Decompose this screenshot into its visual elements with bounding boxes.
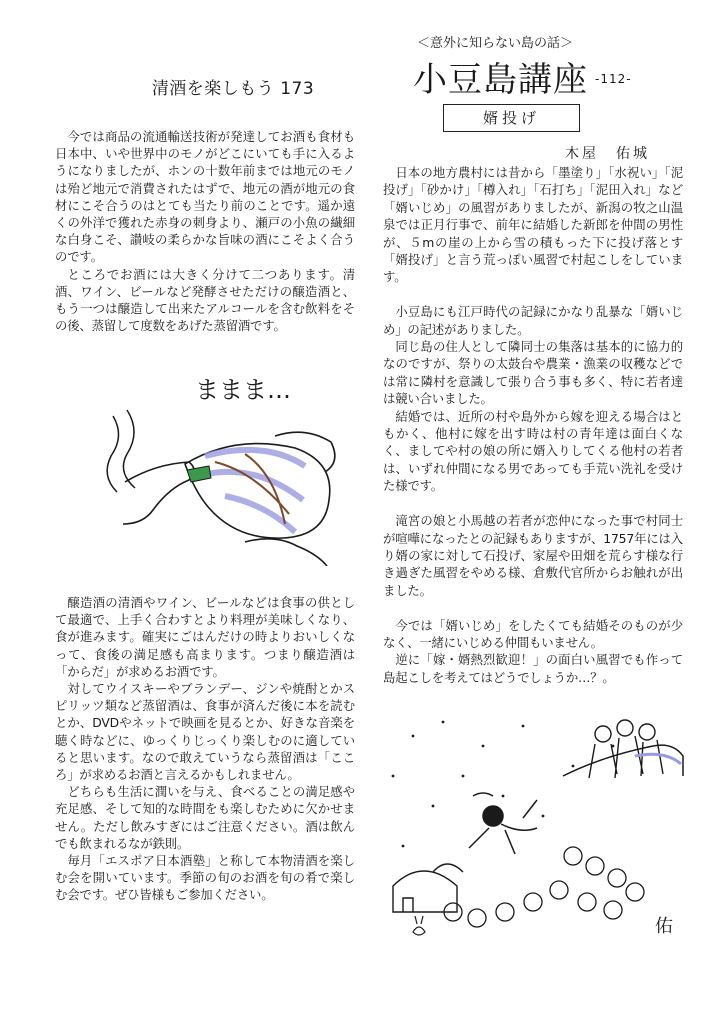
left-paragraph: 毎月「エスポア日本酒塾」と称して本物清酒を楽しむ会を開いています。季節の旬のお酒を旬の肴で楽しむ会です。ぜひ皆様もご参加ください。	[55, 853, 355, 903]
left-paragraph: 今では商品の流通輸送技術が発達してお酒も食材も日本中、いや世界中のモノがどこにいても手に入るようになりましたが、ホンの十数年前までは地元のモノは殆ど地元で消費されたはずで、地元の酒が地元の食材にこそ合うのはとても当たり前のことです。遥か遠くの外洋で獲れた赤身の刺身より、瀬戸の小魚の繊細な白身こそ、讃岐の柔らかな旨味の酒にこそよく合うのです。	[55, 129, 355, 265]
left-paragraph: ところでお酒には大きく分けて二つあります。清酒、ワイン、ビールなど発酵させただけの醸造酒と、もう一つは醸造して出来たアルコールを含む飲料をその後、蒸留して度数をあげた蒸留酒です。	[55, 266, 355, 334]
series-kicker: ＜意外に知らない島の話＞	[416, 36, 573, 51]
series-title: 小豆島講座	[413, 60, 588, 100]
right-paragraph: 同じ島の住人として隣同士の集落は基本的に協力的なのですが、祭りの太鼓台や農業・漁業の収穫などでは常に隣村を意識して張り合う事も多く、特に若者達は競い合いました。	[383, 339, 683, 407]
right-paragraph: 滝宮の娘と小馬越の若者が恋仲になった事で村同士が喧嘩になったとの記録もありますが、1757年には入り婿の家に対して石投げ、家屋や田畑を荒らす様な行き過ぎた風習をやめる様、倉敷代官所からお触れが出ました。	[383, 513, 683, 598]
right-paragraph: 今では「婿いじめ」をしたくても結婚そのものが少なく、一緒にいじめる仲間もいません。	[383, 617, 683, 650]
right-paragraph: 小豆島にも江戸時代の記録にかなり乱暴な「婿いじめ」の記述がありました。	[383, 304, 683, 337]
right-article-body	[383, 164, 683, 686]
groom-throwing-illustration	[373, 706, 693, 946]
right-paragraph: 逆に「嫁・婿熱烈歓迎！」の面白い風習でも作って島起こしを考えてはどうでしょうか…？。	[383, 652, 683, 685]
author-name: 木屋 佑城	[565, 146, 650, 162]
issue-number: -112-	[595, 72, 632, 86]
left-paragraph: どちらも生活に潤いを与え、食べることの満足感や充足感、そして知的な時間をも楽しむために欠かせません。ただし飲みすぎにはご注意ください。酒は飲んでも飲まれるなが鉄則。	[55, 784, 355, 851]
topic-heading: 婿投げ	[443, 104, 580, 132]
left-paragraph: 対してウイスキーやブランデー、ジンや焼酎とかスピリッツ類など蒸留酒は、食事が済んだ後に本を読むとか、DVDやネットで映画を見るとか、好きな音楽を聴く時などに、ゆっくりじっくり楽しむのに適していると思います。なので敢えていうなら蒸留酒は「こころ」が求めるお酒と言えるかもしれません。	[55, 681, 355, 783]
artist-signature: 佑	[655, 916, 673, 937]
left-article-body-2	[55, 594, 355, 904]
left-paragraph: 醸造酒の清酒やワイン、ビールなどは食事の供として最適で、上手く合わすとより料理が美味しくなり、食が進みます。確実にごはんだけの時よりおいしくなって、食後の満足感も高まります。つまり醸造酒は「からだ」が求めるお酒です。	[55, 595, 355, 679]
right-paragraph: 日本の地方農村には昔から「墨塗り」「水祝い」「泥投げ」「砂かけ」「樽入れ」「石打ち」「泥田入れ」など「婿いじめ」の風習がありましたが、新潟の牧之山温泉では正月行事で、前年に結婚した新郎を仲間の男性が、５mの崖の上から雪の積もった下に投げ落とす「婿投げ」と言う荒っぽい風習で村起こしをしています。	[383, 165, 683, 285]
right-paragraph: 結婚では、近所の村や島外から嫁を迎える場合はともかく、他村に嫁を出す時は村の青年達は面白くなく、ましてや村の娘の所に婿入りしてくる他村の若者は、いずれ仲間になる男であっても手荒い洗礼を受けた様です。	[383, 408, 683, 494]
sake-pouring-illustration	[95, 366, 355, 566]
illustration-caption: ままま…	[195, 376, 291, 404]
left-article-title: 清酒を楽しもう 173	[151, 79, 315, 99]
left-article-body-1	[55, 128, 355, 334]
